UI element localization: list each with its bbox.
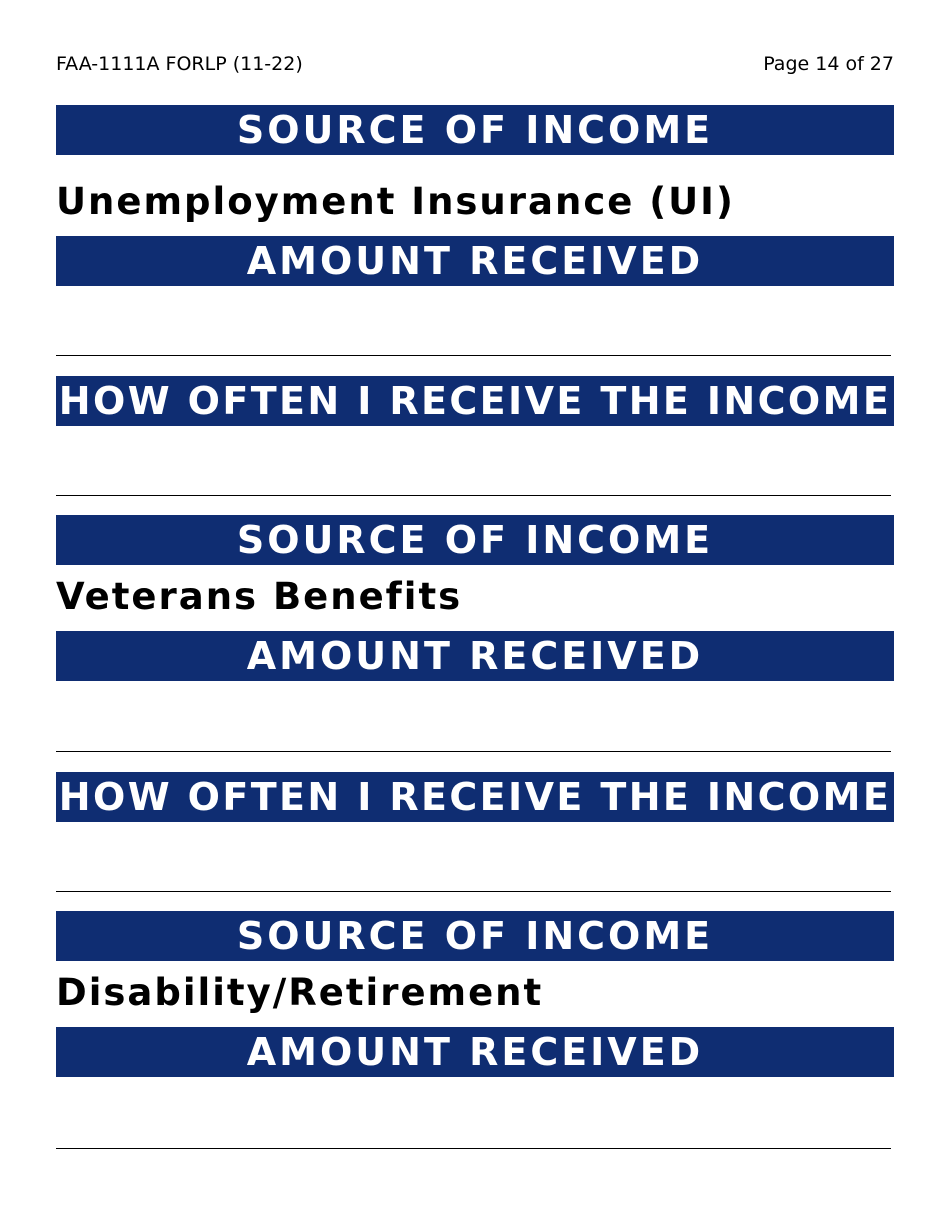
amount-received-heading-1: AMOUNT RECEIVED bbox=[56, 236, 894, 286]
source-name-3: Disability/Retirement bbox=[56, 971, 544, 1014]
source-name-1: Unemployment Insurance (UI) bbox=[56, 180, 735, 223]
frequency-field-2[interactable] bbox=[56, 891, 891, 892]
amount-received-heading-2: AMOUNT RECEIVED bbox=[56, 631, 894, 681]
source-of-income-heading-3: SOURCE OF INCOME bbox=[56, 911, 894, 961]
amount-field-2[interactable] bbox=[56, 751, 891, 752]
source-of-income-heading-2: SOURCE OF INCOME bbox=[56, 515, 894, 565]
frequency-heading-2: HOW OFTEN I RECEIVE THE INCOME bbox=[56, 772, 894, 822]
frequency-heading-1: HOW OFTEN I RECEIVE THE INCOME bbox=[56, 376, 894, 426]
frequency-field-1[interactable] bbox=[56, 495, 891, 496]
amount-field-3[interactable] bbox=[56, 1148, 891, 1149]
source-of-income-heading-1: SOURCE OF INCOME bbox=[56, 105, 894, 155]
page-number: Page 14 of 27 bbox=[763, 53, 894, 75]
form-id: FAA-1111A FORLP (11-22) bbox=[56, 53, 303, 75]
source-name-2: Veterans Benefits bbox=[56, 575, 463, 618]
amount-received-heading-3: AMOUNT RECEIVED bbox=[56, 1027, 894, 1077]
amount-field-1[interactable] bbox=[56, 355, 891, 356]
